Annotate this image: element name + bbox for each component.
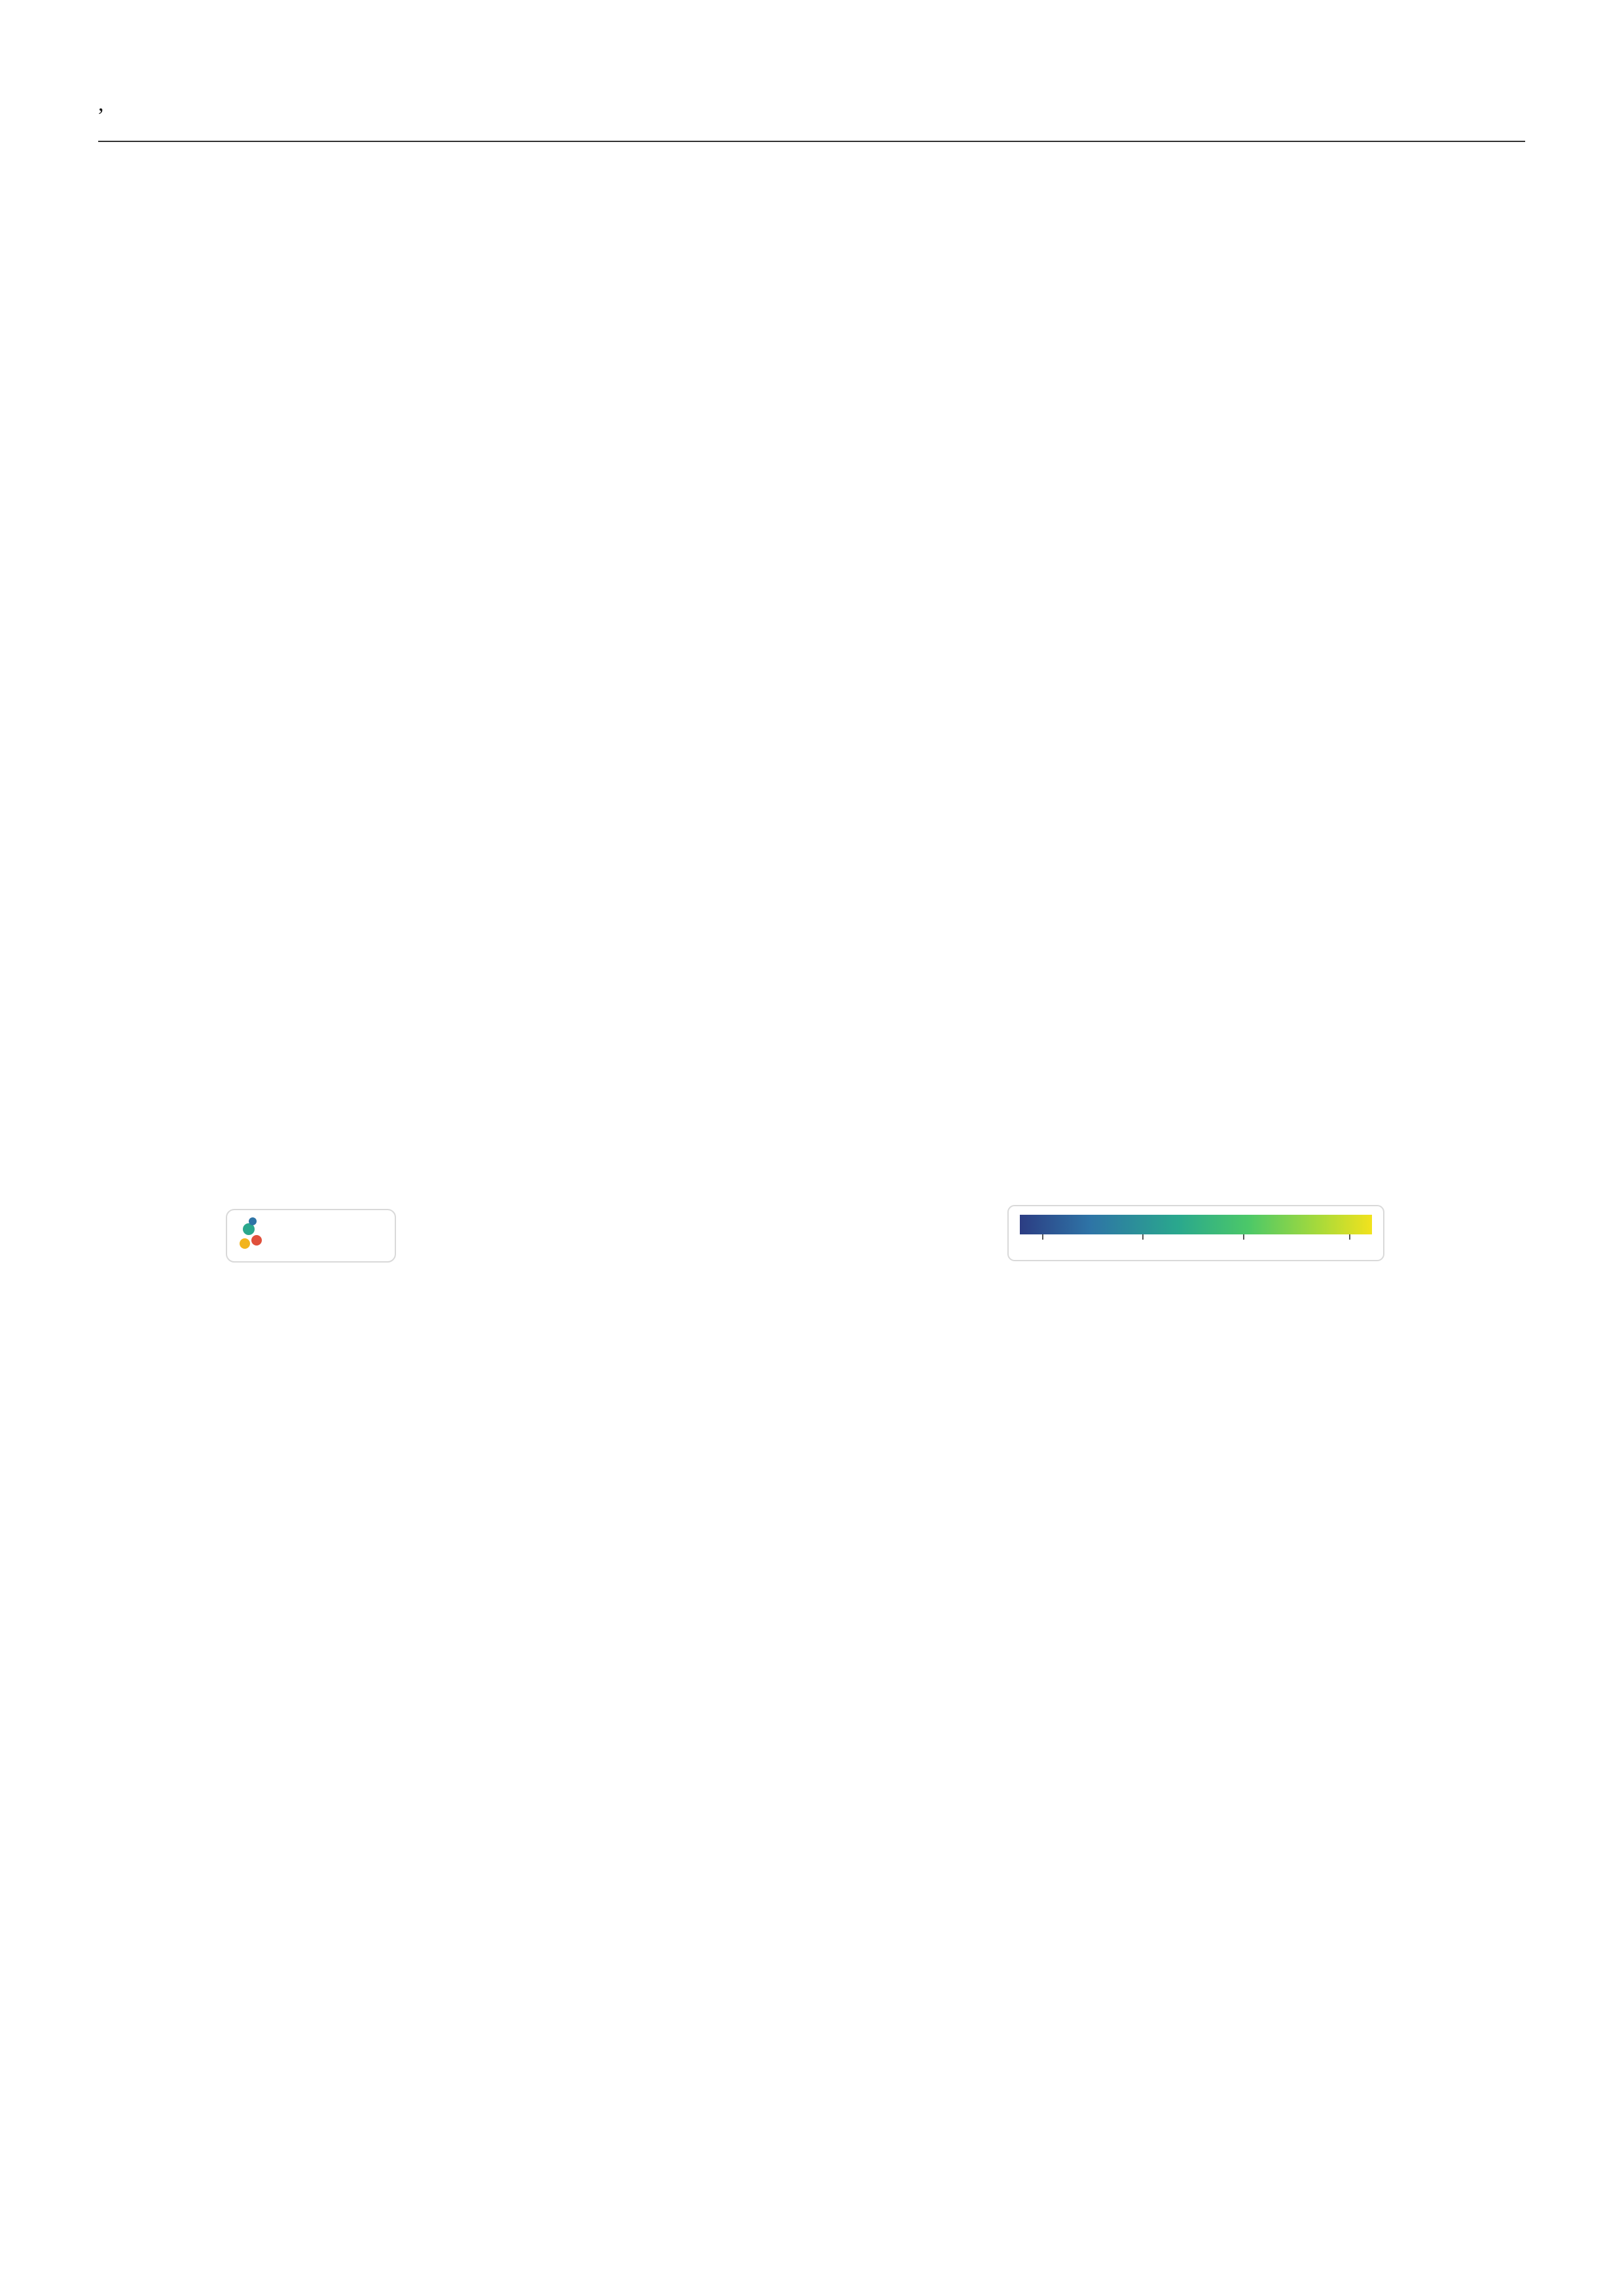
journal-citation: , [98, 92, 104, 116]
header-rule [98, 141, 1525, 142]
keyword-network-figure [223, 458, 1414, 1263]
colorbar [1020, 1215, 1372, 1234]
vosviewer-logo [226, 1210, 395, 1262]
page-header [98, 92, 1525, 137]
year-legend [1008, 1206, 1384, 1261]
